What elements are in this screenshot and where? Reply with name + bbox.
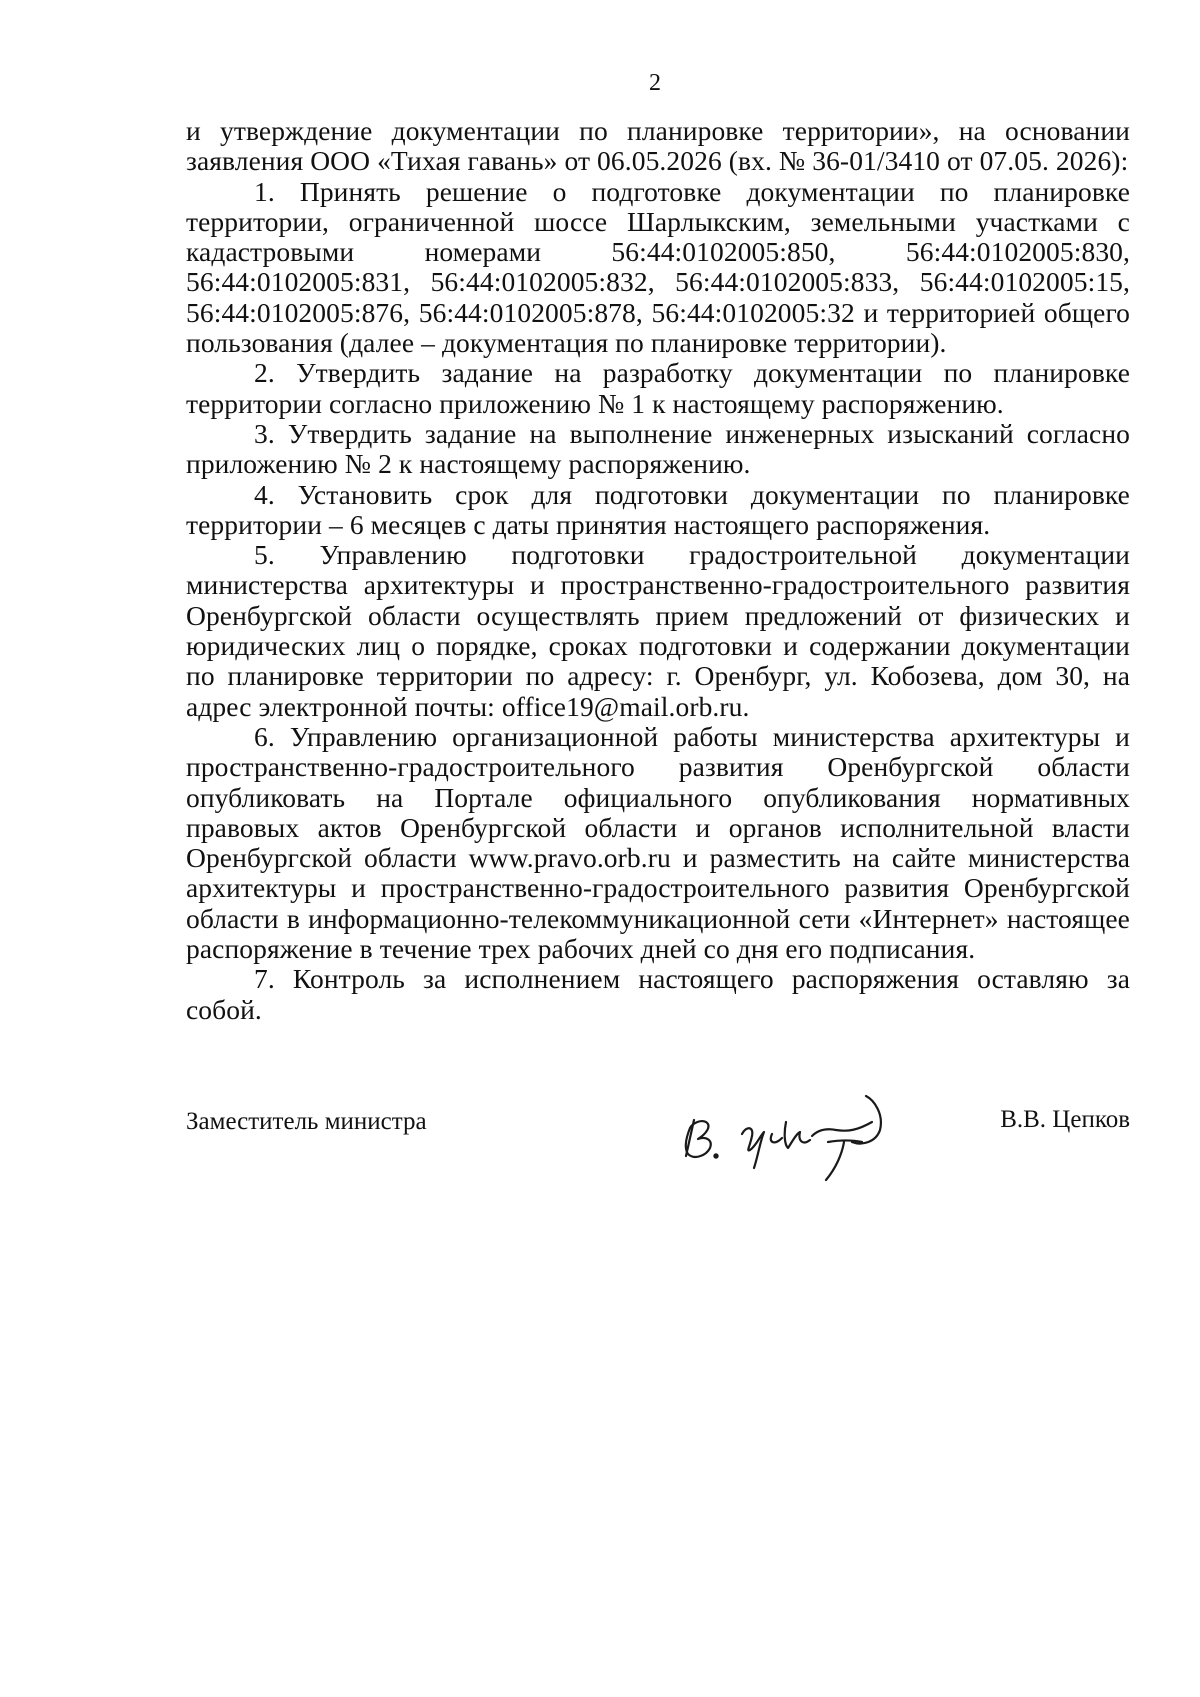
clause-5: 5. Управлению подготовки градостроительной документации министерства архитектуры и пространственно-градостроительного развития Оренбургской области осуществлять прием предложений от физических и юридических лиц о порядке, сроках подготовки и содержании документации по планировке территории по адресу: г. Оренбург, ул. Кобозева, дом 30, на адрес электронной почты: office19@mail.orb.ru. bbox=[186, 539, 1130, 722]
page-number: 2 bbox=[649, 70, 661, 96]
signer-name: В.В. Цепков bbox=[1000, 1106, 1130, 1133]
clause-4: 4. Установить срок для подготовки документации по планировке территории – 6 месяцев с даты принятия настоящего распоряжения. bbox=[186, 478, 1130, 540]
clause-7: 7. Контроль за исполнением настоящего распоряжения оставляю за собой. bbox=[186, 963, 1130, 1025]
signature-block bbox=[186, 1090, 1130, 1200]
clause-6: 6. Управлению организационной работы министерства архитектуры и пространственно-градостроительного развития Оренбургской области опубликовать на Портале официального опубликования нормативных правовых актов Оренбургской области и органов исполнительной власти Оренбургской области www.pravo.orb.ru и разместить на сайте министерства архитектуры и пространственно-градостроительного развития Оренбургской области в информационно-телекоммуникационной сети «Интернет» настоящее распоряжение в течение трех рабочих дней со дня его подписания. bbox=[186, 720, 1130, 965]
clause-2: 2. Утвердить задание на разработку документации по планировке территории согласно приложению № 1 к настоящему распоряжению. bbox=[186, 357, 1130, 419]
intro-paragraph: и утверждение документации по планировке территории», на основании заявления ООО «Тихая гавань» от 06.05.2026 (вх. № 36-01/3410 от 07.05. 2026): bbox=[186, 115, 1130, 177]
clause-1: 1. Принять решение о подготовке документации по планировке территории, ограниченной шоссе Шарлыкским, земельными участками с кадастровыми номерами 56:44:0102005:850, 56:44:0102005:830, 56:44:0102005:831, 56:44:0102005:832, 56:44:0102005:833, 56:44:0102005:15, 56:44:0102005:876, 56:44:0102005:878, 56:44:0102005:32 и территорией общего пользования (далее – документация по планировке территории). bbox=[186, 175, 1130, 359]
signer-position: Заместитель министра bbox=[186, 1108, 427, 1135]
clause-3: 3. Утвердить задание на выполнение инженерных изысканий согласно приложению № 2 к настоящему распоряжению. bbox=[186, 417, 1130, 480]
document-body bbox=[186, 116, 1130, 1025]
handwritten-signature bbox=[676, 1076, 906, 1184]
